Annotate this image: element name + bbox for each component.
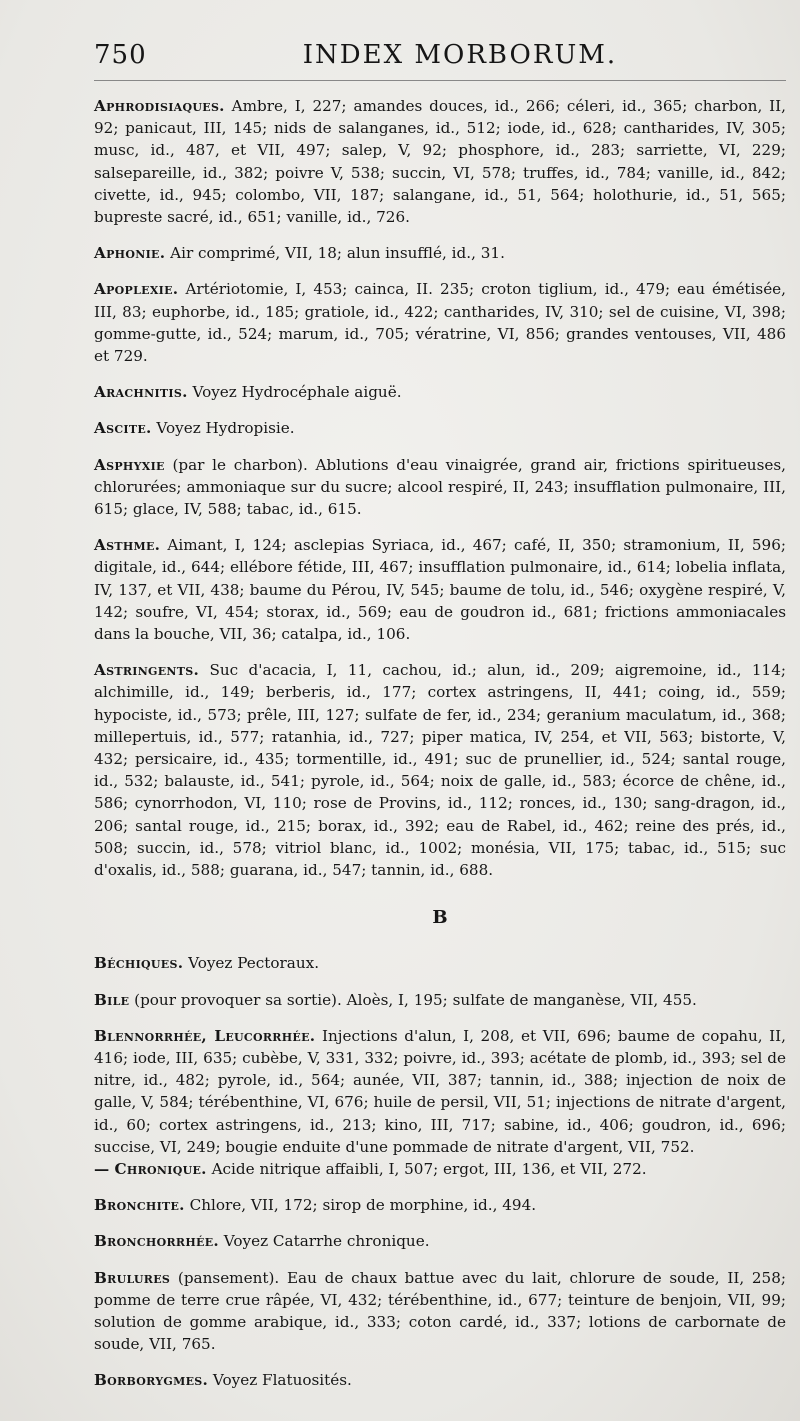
index-entry-apoplexie [94, 278, 786, 367]
index-entry-brulures [94, 1267, 786, 1356]
index-entry-bronchorrhee [94, 1230, 786, 1252]
entry-term: Arachnitis. [94, 383, 188, 402]
entry-term: Asthme. [94, 536, 161, 555]
entry-text: (pour provoquer sa sortie). Aloès, I, 195; sulfate de manganèse, VII, 455. [129, 990, 697, 1009]
page-number: 750 [94, 40, 147, 70]
index-entry-asthme [94, 534, 786, 645]
index-entry-blennorrhee [94, 1025, 786, 1158]
entry-text: Chlore, VII, 172; sirop de morphine, id., 494. [184, 1196, 537, 1215]
entry-text: Suc d'acacia, I, 11, cachou, id.; alun, id., 209; aigremoine, id., 114; alchimille, id., 149; berberis, id., 177; cortex astringens, II, 441; coing, id., 559; hypociste, id., 573; prêle, III, 127; sulfate de fer, id., 234; geranium maculatum, id., 368; millepertuis, id., 577; ratanhia, id., 727; piper matica, IV, 254, et VII, 563; bistorte, V, 432; persicaire, id., 435; tormentille, id., 491; suc de prunellier, id., 524; santal rouge, id., 532; balauste, id., 541; pyrole, id., 564; noix de galle, id., 583; écorce de chêne, id., 586; cynorrhodon, VI, 110; rose de Provins, id., 112; ronces, id., 130; sang-dragon, id., 206; santal rouge, id., 215; borax, id., 392; eau de Rabel, id., 462; reine des prés, id., 508; succin, id., 578; vitriol blanc, id., 1002; monésia, VII, 175; tabac, id., 515; suc d'oxalis, id., 588; guarana, id., 547; tannin, id., 688. [94, 661, 786, 880]
entry-text: Voyez Catarrhe chronique. [218, 1232, 430, 1251]
index-entry-ascite [94, 417, 786, 439]
entry-text: Voyez Hydropisie. [151, 419, 295, 438]
entry-term: Blennorrhée, Leucorrhée. [94, 1026, 316, 1045]
index-entry-asphyxie [94, 454, 786, 521]
index-entry-arachnitis [94, 381, 786, 403]
entry-text: Ambre, I, 227; amandes douces, id., 266; céleri, id., 365; charbon, II, 92; panicaut, III, 145; nids de salanganes, id., 512; iode, id., 628; cantharides, IV, 305; musc, id., 487, et VII, 497; salep, V, 92; phosphore, id., 283; sarriette, VI, 229; salsepareille, id., 382; poivre V, 538; succin, VI, 578; truffes, id., 784; vanille, id., 842; civette, id., 945; colombo, VII, 187; salangane, id., 51, 564; holothurie, id., 51, 565; bupreste sacré, id., 651; vanille, id., 726. [94, 97, 786, 227]
entry-text: Injections d'alun, I, 208, et VII, 696; baume de copahu, II, 416; iode, III, 635; cubèbe, V, 331, 332; poivre, id., 393; acétate de plomb, id., 393; sel de nitre, id., 482; pyrole, id., 564; aunée, VII, 387; tannin, id., 388; injection de noix de galle, V, 584; térébenthine, VI, 676; huile de persil, VII, 51; injections de nitrate d'argent, id., 60; cortex astringens, id., 213; kino, III, 717; sabine, id., 406; goudron, id., 696; succise, VI, 249; bougie enduite d'une pommade de nitrate d'argent, VII, 752. [94, 1026, 787, 1156]
index-entry-bile [94, 989, 786, 1011]
running-head [94, 40, 786, 81]
index-entry-bechiques [94, 952, 786, 974]
subentry-dash: — [94, 1159, 115, 1178]
entry-text: Voyez Pectoraux. [183, 954, 320, 973]
entry-term: Asphyxie [94, 455, 165, 474]
index-entry-borborygmes [94, 1369, 786, 1391]
entry-term: Chronique. [114, 1159, 207, 1178]
entry-term: Bronchite. [94, 1196, 185, 1215]
entry-term: Aphonie. [94, 244, 166, 263]
entry-text: Acide nitrique affaibli, I, 507; ergot, III, 136, et VII, 272. [206, 1159, 647, 1178]
entry-term: Béchiques. [94, 954, 184, 973]
entry-term: Ascite. [94, 419, 152, 438]
index-entry-astringents [94, 659, 786, 881]
entry-term: Astringents. [94, 661, 200, 680]
entry-text: Air comprimé, VII, 18; alun insufflé, id., 31. [165, 244, 505, 263]
entry-term: Bronchorrhée. [94, 1232, 219, 1251]
entry-text: Voyez Hydrocéphale aiguë. [187, 383, 402, 402]
entry-text: Voyez Flatuosités. [208, 1371, 352, 1390]
index-entry-aphrodisiaques [94, 95, 786, 228]
entry-term: Aphrodisiaques. [94, 97, 225, 115]
entry-term: Bile [94, 990, 130, 1009]
index-subentry-chronique [94, 1158, 786, 1180]
entry-term: Apoplexie. [94, 280, 179, 299]
entry-term: Borborygmes. [94, 1371, 209, 1390]
section-letter-b: B [432, 907, 448, 929]
running-title: INDEX MORBORUM. [302, 40, 618, 70]
entry-text: Artériotomie, I, 453; cainca, II. 235; croton tiglium, id., 479; eau émétisée, III, 83; euphorbe, id., 185; gratiole, id., 422; cantharides, IV, 310; sel de cuisine, VI, 398; gomme-gutte, id., 524; marum, id., 705; vératrine, VI, 856; grandes ventouses, VII, 486 et 729. [94, 280, 786, 366]
entry-text: (pansement). Eau de chaux battue avec du lait, chlorure de soude, II, 258; pomme de terre crue râpée, VI, 432; térébenthine, id., 677; teinture de benjoin, VII, 99; solution de gomme arabique, id., 333; coton cardé, id., 337; lotions de carbornate de soude, VII, 765. [94, 1268, 786, 1354]
entry-term: Brulures [94, 1268, 171, 1287]
index-entry-bronchite [94, 1194, 786, 1216]
entry-text: Aimant, I, 124; asclepias Syriaca, id., 467; café, II, 350; stramonium, II, 596; digitale, id., 644; ellébore fétide, III, 467; insufflation pulmonaire, id., 614; lobelia inflata, IV, 137, et VII, 438; baume du Pérou, IV, 545; baume de tolu, id., 546; oxygène respiré, V, 142; soufre, VI, 454; storax, id., 569; eau de goudron id., 681; frictions ammoniacales dans la bouche, VII, 36; catalpa, id., 106. [94, 536, 786, 644]
entry-text: (par le charbon). Ablutions d'eau vinaigrée, grand air, frictions spiritueuses, chlorurées; ammoniaque sur du sucre; alcool respiré, II, 243; insufflation pulmonaire, III, 615; glace, IV, 588; tabac, id., 615. [94, 455, 786, 519]
index-entry-aphonie [94, 242, 786, 264]
